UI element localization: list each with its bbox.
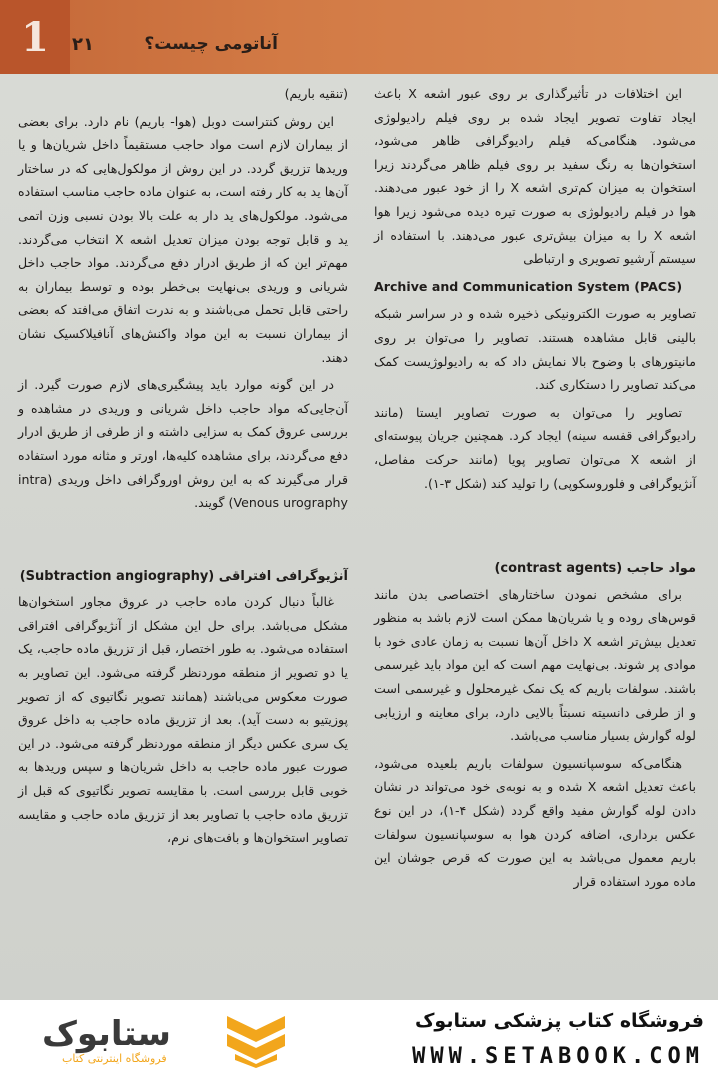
paragraph: تصاویر به صورت الکترونیکی ذخیره شده و در سراسر شبکه بالینی قابل مشاهده هستند. تصاویر را می‌توان بر روی مانیتورهای با وضوح بالا نمایش داد که به رادیولوژیست کمک می‌کند تصاویر را دستکاری کند. [374, 306, 696, 393]
paragraph: این روش کنتراست دوبل (هوا- باریم) نام دارد. برای بعضی از بیماران لازم است مواد حاجب مستقیماً داخل شریان‌ها و یا وریدها تزریق گردد. در این روش از مولکول‌هایی که در ساختار آن‌ها ید به کار رفته است، به عنوان ماده حاجب مناسب استفاده می‌شود. مولکول‌های ید دار به علت بالا بودن نسبی وزن اتمی ید و قابل توجه بودن میزان تعدیل اشعه X انتخاب می‌گردند. مهم‌تر این که از طریق ادرار دفع می‌گردند. مواد حاجب داخل شریانی و وریدی بی‌نهایت بی‌خطر بوده و توسط بیماران به راحتی قابل تحمل می‌باشند و به ندرت اتفاق می‌افتد که بعضی از بیماران نسبت به این مواد واکنش‌های آنافیلاکسیک نشان دهند. [18, 113, 348, 365]
chapter-title: آناتومی چیست؟ [144, 34, 278, 54]
paragraph: این اختلافات در تأثیرگذاری بر روی عبور اشعه X باعث ایجاد تفاوت تصویر ایجاد شده بر روی فیلم رادیولوژی می‌شود. هنگامی‌که فیلم رادیوگرافی ظاهر می‌شود، استخوان‌ها به رنگ سفید بر روی فیلم ظاهر می‌گردند زیرا استخوان به میزان کم‌تری اشعه X را از خود عبور می‌دهند. هوا در فیلم رادیولوژی به صورت تیره دیده می‌شود زیرا هوا اشعه X را به میزان بیش‌تری عبور می‌دهند. با استفاده از سیستم آرشیو تصویری و ارتباطی [374, 86, 696, 267]
page-number: ۲۱ [72, 34, 94, 55]
text-column-right [374, 82, 696, 897]
paragraph: برای مشخص نمودن ساختارهای اختصاصی بدن مانند قوس‌های روده و یا شریان‌ها ممکن است لازم باشد به منظور تعدیل بیش‌تر اشعه X داخل آن‌ها نسبت به زمان عادی خود با موادی پر شوند. بی‌نهایت مهم است که این مواد باید غیرسمی باشند. سولفات باریم که یک نمک غیرمحلول و غیرسمی است و از طرفی دانسیته نسبتاً بالایی دارد، برای معاینه و ارزیابی لوله گوارش بسیار مناسب می‌باشد. [374, 586, 696, 744]
store-url-link[interactable]: WWW.SETABOOK.COM [412, 1044, 704, 1069]
paragraph: (تنقیه باریم) [284, 86, 348, 101]
store-name: فروشگاه کتاب پزشکی ستابوک [414, 1010, 704, 1032]
section-heading-contrast-agents: مواد حاجب (contrast agents) [494, 561, 696, 577]
paragraph: غالباً دنبال کردن ماده حاجب در عروق مجاور استخوان‌ها مشکل می‌باشد. برای حل این مشکل از آنژیوگرافی افتراقی استفاده می‌شود. به طور اختصار، قبل از تزریق ماده حاجب، یک یا دو تصویر از منطقه موردنظر گرفته می‌شود. این تصاویر به صورت معکوس می‌باشند (همانند تصویر نگاتیوی که از تصویر پوزیتیو به دست آید). بعد از تزریق ماده حاجب به داخل عروق یک سری عکس دیگر از منطقه موردنظر گرفته می‌شود. در این صورت عبور ماده حاجب به داخل شریان‌ها و سپس وریدها به خوبی قابل بررسی است. با مقایسه تصویر نگاتیوی که قبل از تزریق ماده حاجب با تصاویر بعد از تزریق ماده حاجب و مقایسه تصاویر استخوان‌ها و بافت‌های نرم، [18, 594, 348, 846]
paragraph: در این گونه موارد باید پیشگیری‌های لازم صورت گیرد. از آن‌جایی‌که مواد حاجب داخل شریانی و وریدی در مشاهده و بررسی عروق کمک به سزایی داشته و از طرفی از طریق ادرار دفع می‌گردند، برای مشاهده کلیه‌ها، اورتر و مثانه مورد استفاده قرار می‌گیرند که به این روش اوروگرافی داخل وریدی (intra Venous urography) گویند. [18, 377, 348, 511]
logo-wordmark: ستابوک [42, 1014, 171, 1054]
pacs-term: Archive and Communication System (PACS) [374, 278, 683, 294]
paragraph: تصاویر را می‌توان به صورت تصاویر ایستا (مانند رادیوگرافی قفسه سینه) ایجاد کرد. همچنین جریان پیوسته‌ای از اشعه X می‌توان تصاویر پویا (مانند حرکت مفاصل، آنژیوگرافی و فلوروسکوپی) را تولید کند (شکل ۳-۱). [374, 404, 697, 491]
chapter-number: 1 [0, 0, 70, 74]
chevron-logo-icon [227, 1016, 285, 1068]
logo-tagline: فروشگاه اینترنتی کتاب [62, 1052, 167, 1065]
store-logo[interactable] [12, 1014, 282, 1070]
text-column-left [18, 82, 348, 854]
paragraph: هنگامی‌که سوسپانسیون سولفات باریم بلعیده می‌شود، باعث تعدیل اشعه X شده و به نوبه‌ی خود می‌تواند در نشان دادن لوله گوارش مفید واقع گردد (شکل ۴-۱)، در این نوع عکس برداری، اضافه کردن هوا به سوسپانسیون سولفات باریم معمول می‌باشد به این صورت که قرص جوشان این ماده مورد استفاده قرار [374, 755, 696, 889]
store-footer [0, 1000, 718, 1080]
chapter-header [0, 0, 718, 74]
section-heading-subtraction-angiography: آنژیوگرافی افتراقی (Subtraction angiography) [19, 568, 348, 584]
